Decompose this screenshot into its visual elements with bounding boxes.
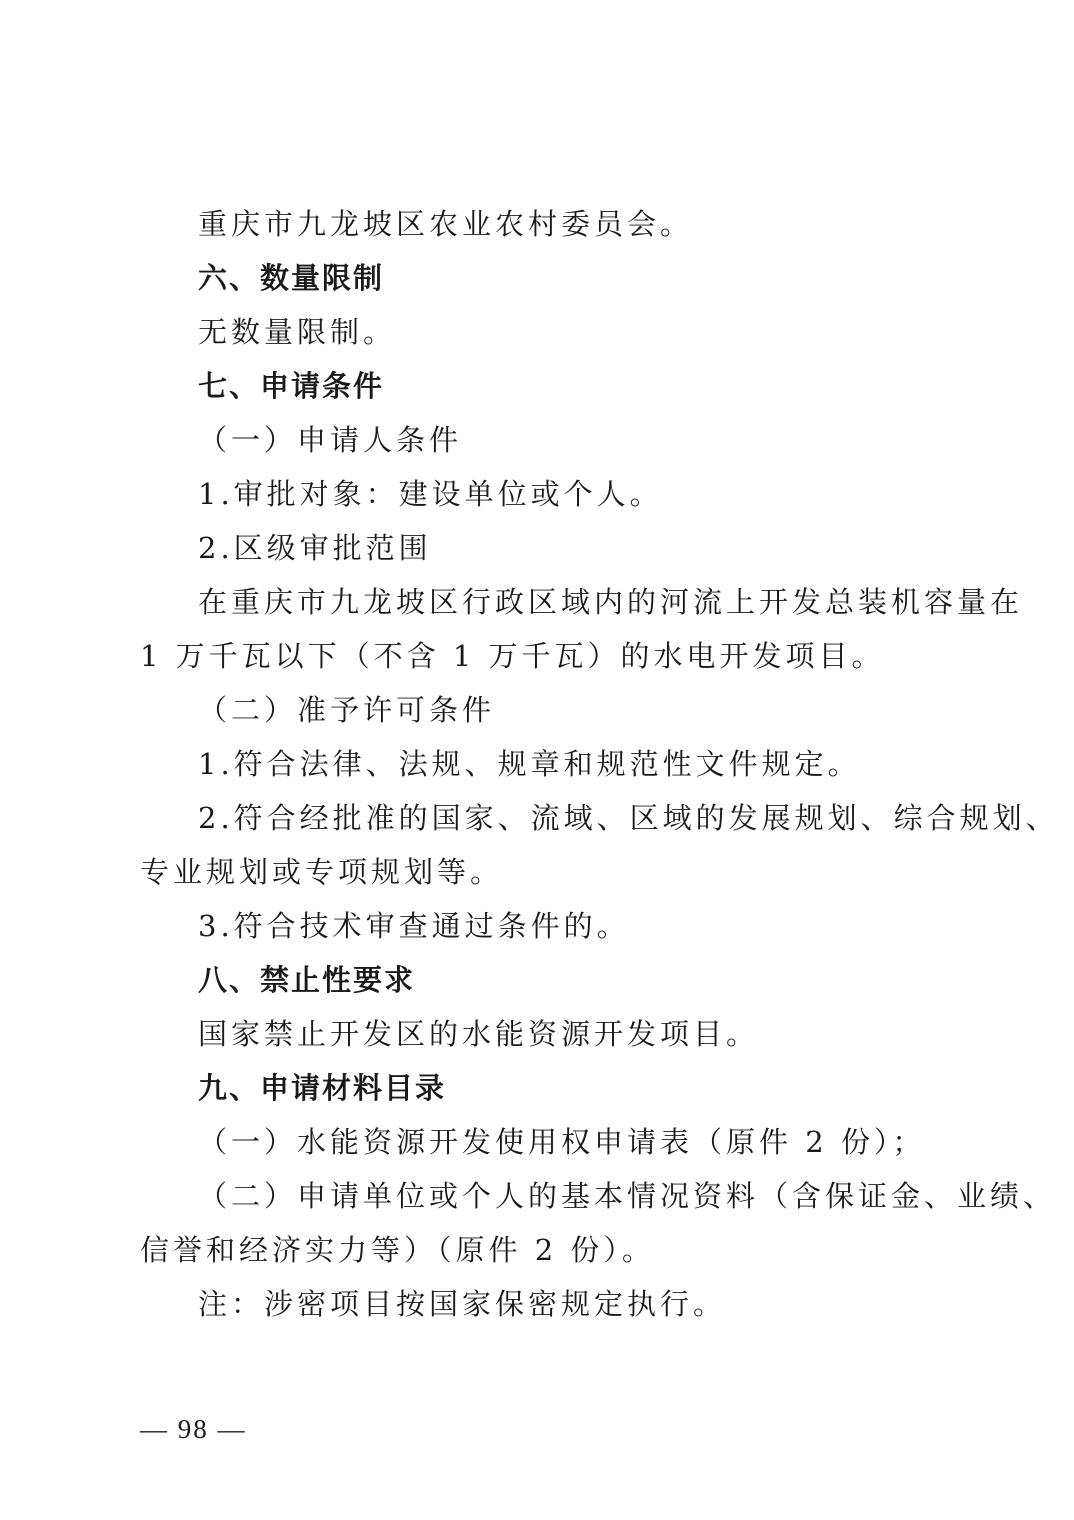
heading-quantity-limit: 六、数量限制 xyxy=(198,261,385,295)
heading-material-list: 九、申请材料目录 xyxy=(198,1071,447,1105)
paragraph-material-1: （一）水能资源开发使用权申请表（原件 2 份）； xyxy=(198,1125,926,1159)
paragraph-scope-detail-line2: 1 万千瓦以下（不含 1 万千瓦）的水电开发项目。 xyxy=(140,639,885,673)
paragraph-condition-2-line2: 专业规划或专项规划等。 xyxy=(140,855,504,889)
paragraph-note: 注：涉密项目按国家保密规定执行。 xyxy=(198,1287,727,1321)
paragraph-approval-scope: 2.区级审批范围 xyxy=(198,531,432,565)
paragraph-material-2-line1: （二）申请单位或个人的基本情况资料（含保证金、业绩、 xyxy=(198,1179,1057,1213)
subheading-permit-conditions: （二）准予许可条件 xyxy=(198,693,496,727)
paragraph-condition-1: 1.符合法律、法规、规章和规范性文件规定。 xyxy=(198,747,861,781)
paragraph-no-limit: 无数量限制。 xyxy=(198,315,397,349)
page-number: — 98 — xyxy=(140,1414,247,1444)
paragraph-condition-3: 3.符合技术审查通过条件的。 xyxy=(198,909,630,943)
subheading-applicant-conditions: （一）申请人条件 xyxy=(198,423,463,457)
paragraph-authority: 重庆市九龙坡区农业农村委员会。 xyxy=(198,207,694,241)
paragraph-condition-2-line1: 2.符合经批准的国家、流域、区域的发展规划、综合规划、 xyxy=(198,801,1059,835)
paragraph-material-2-line2: 信誉和经济实力等）（原件 2 份）。 xyxy=(140,1233,655,1267)
paragraph-approval-object: 1.审批对象：建设单位或个人。 xyxy=(198,477,663,511)
heading-prohibitions: 八、禁止性要求 xyxy=(198,963,416,997)
paragraph-scope-detail-line1: 在重庆市九龙坡区行政区域内的河流上开发总装机容量在 xyxy=(198,585,1024,619)
heading-application-conditions: 七、申请条件 xyxy=(198,369,385,403)
paragraph-prohibition: 国家禁止开发区的水能资源开发项目。 xyxy=(198,1017,760,1051)
